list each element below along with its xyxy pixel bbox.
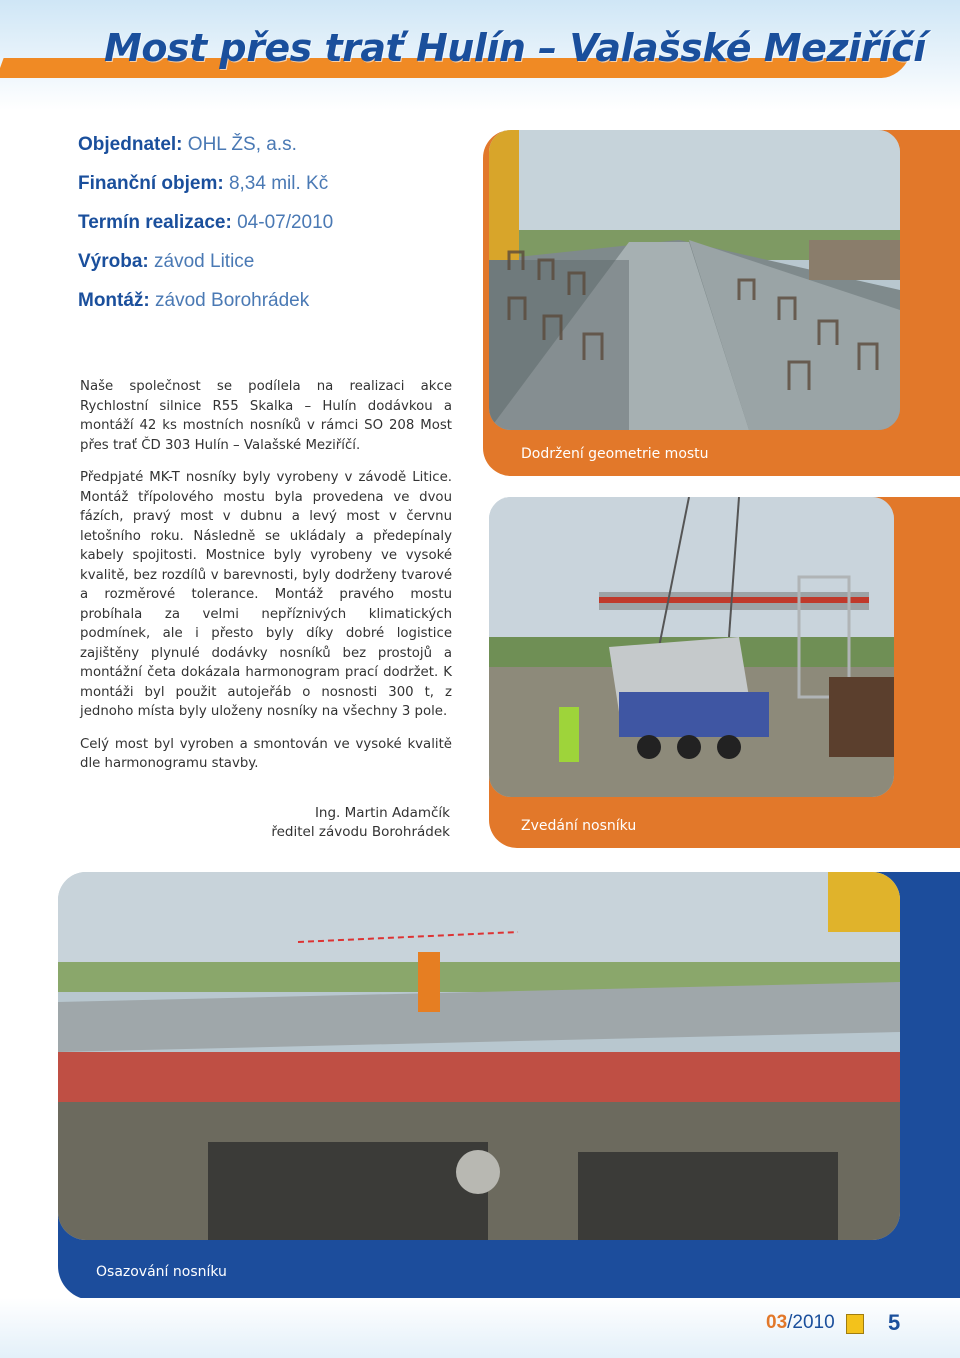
paragraph-intro: Naše společnost se podílela na realizaci akce Rychlostní silnice R55 Skalka – Hulín dodávkou a montáží 42 ks mostních nosníků v rámci SO 208 Most přes trať ČD 303 Hulín – Valašské Meziříčí.	[80, 379, 452, 453]
magazine-logo-icon	[846, 1314, 864, 1334]
photo1-caption: Dodržení geometrie mostu	[521, 446, 709, 462]
photo-bridge-deck	[489, 130, 900, 430]
photo-beam-lifting-image	[489, 497, 894, 797]
issue-number: 03/2010	[766, 1312, 835, 1333]
photo-beam-placement-image	[58, 872, 900, 1240]
paragraph-conclusion: Celý most byl vyroben a smontován ve vysoké kvalitě dle harmonogramu stavby.	[80, 736, 452, 771]
page-title: Most přes trať Hulín – Valašské Meziříčí	[104, 26, 926, 70]
photo2-caption: Zvedání nosníku	[521, 818, 637, 834]
photo-beam-placement	[58, 872, 900, 1240]
signature-name: Ing. Martin Adamčík	[314, 805, 450, 821]
meta-client: Objednatel: OHL ŽS, a.s.	[78, 134, 297, 155]
photo3-caption: Osazování nosníku	[96, 1264, 227, 1280]
meta-production: Výroba: závod Litice	[78, 251, 255, 272]
meta-term: Termín realizace: 04-07/2010	[78, 212, 334, 233]
signature	[230, 804, 450, 842]
signature-role: ředitel závodu Borohrádek	[271, 824, 450, 840]
paragraph-main: Předpjaté MK-T nosníky byly vyrobeny v závodě Litice. Montáž třípolového mostu byla provedena ve dvou fázích, pravý most v dubnu a levý most v červnu letošního roku. Následně se ukládaly a předepínaly kabely spojitosti. Mostnice byly vyrobeny ve vysoké kvalitě, bez rozdílů v barevnosti, byly dodrženy tvarové a rozměrové tolerance. Montáž pravého mostu probíhala za velmi nepříznivých klimatických podmínek, ale i přesto byly díky dobré logistice zajištěny plynulé dodávky nosníků bez prostojů a montážní četa dokázala harmonogram prací dodržet. K montáži byl použit autojeřáb o nosnosti 300 t, z jednoho místa byly uloženy nosníky na všechny 3 pole.	[80, 470, 452, 719]
photo-beam-lifting	[489, 497, 894, 797]
meta-budget: Finanční objem: 8,34 mil. Kč	[78, 173, 329, 194]
page-number: 5	[888, 1310, 901, 1335]
article-body	[80, 377, 452, 787]
project-meta	[78, 134, 498, 329]
photo-bridge-deck-image	[489, 130, 900, 430]
meta-assembly: Montáž: závod Borohrádek	[78, 290, 310, 311]
